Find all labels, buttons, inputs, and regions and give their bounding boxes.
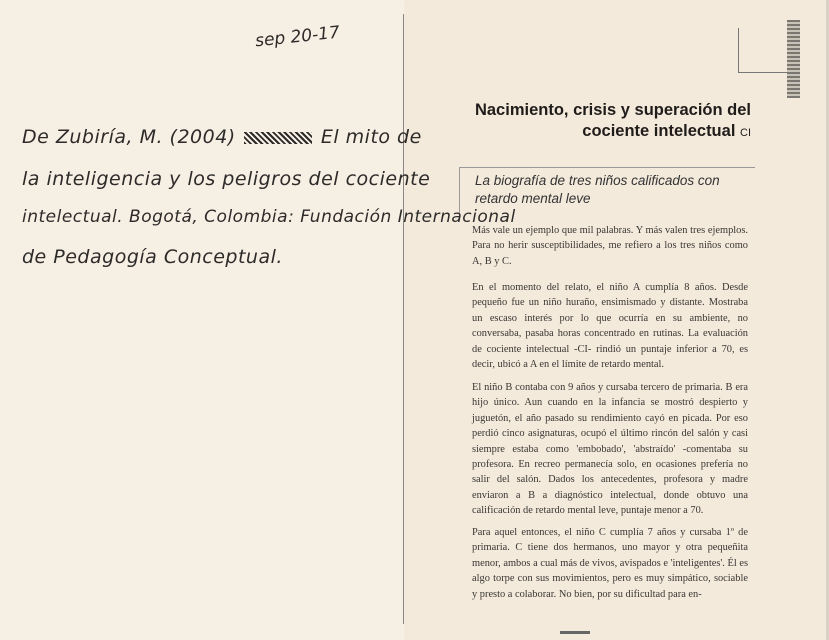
handwritten-date: sep 20-17 xyxy=(254,22,341,52)
citation-line-2: la inteligencia y los peligros del cociente xyxy=(22,168,431,190)
citation-line-4: de Pedagogía Conceptual. xyxy=(22,246,283,268)
citation-line-3: intelectual. Bogotá, Colombia: Fundación Internacional xyxy=(22,207,516,227)
citation-title-start: El mito de xyxy=(320,126,422,148)
crop-mark-horizontal xyxy=(738,72,790,73)
chapter-title-line-1: Nacimiento, crisis y superación del xyxy=(474,101,751,119)
citation-line-1 xyxy=(22,126,422,148)
paragraph-2: En el momento del relato, el niño A cumplía 8 años. Desde pequeño fue un niño huraño, ensimismado y distante. Mostraba un escaso interés por lo que ocurría en su ambiente, no conversaba, pasaba horas concentrado en rutinas. La evaluación de cociente intelectual -CI- rindió un puntaje inferior a 70, es decir, ubicó a A en el límite de retardo mental. xyxy=(472,282,748,371)
scribbled-out-word xyxy=(244,132,312,144)
paragraph-3: El niño B contaba con 9 años y cursaba tercero de primaria. B era hijo único. Aun cuando en la infancia se mostró despierto y juguetón, el año pasado su rendimiento cayó en picada. Por eso perdió cinco asignaturas, ocupó el último rincón del salón y casi siempre estaba como 'embobado', 'abstraído' -comentaba su profesora. En recreo permanecía solo, en ocasiones prefería no salir del salón. Dados los antecedentes, profesora y madre enviaron a B a diagnóstico intelectual, donde obtuvo una calificación de retardo mental leve, puntaje menor a 70. xyxy=(472,382,748,517)
chapter-title xyxy=(475,100,751,144)
chapter-title-line-2: cociente intelectual CI xyxy=(582,122,751,140)
chapter-subtitle: La biografía de tres niños calificados con retardo mental leve xyxy=(475,173,720,206)
paragraph-1: Más vale un ejemplo que mil palabras. Y más valen tres ejemplos. Para no herir susceptibilidades, me refiero a los tres niños como A, B y C. xyxy=(472,225,748,267)
left-page xyxy=(0,0,404,640)
page-fold-line xyxy=(403,14,404,624)
page-bottom-mark xyxy=(560,631,590,634)
paragraph-4: Para aquel entonces, el niño C cumplía 7 años y cursaba 1º de primaria. C tiene dos hermanos, uno mayor y otra pequeñita menor, ambos a cual más de vivos, avispados e 'inteligentes'. Él es algo torpe con sus movimientos, pero es muy simpático, sociable y presto a colaborar. No bien, por su dificultad para en- xyxy=(472,527,748,600)
page-edge-strip xyxy=(787,20,800,98)
crop-mark-vertical xyxy=(738,28,739,73)
citation-author: De Zubiría, M. (2004) xyxy=(22,126,236,148)
chapter-title-abbr: CI xyxy=(740,127,751,139)
